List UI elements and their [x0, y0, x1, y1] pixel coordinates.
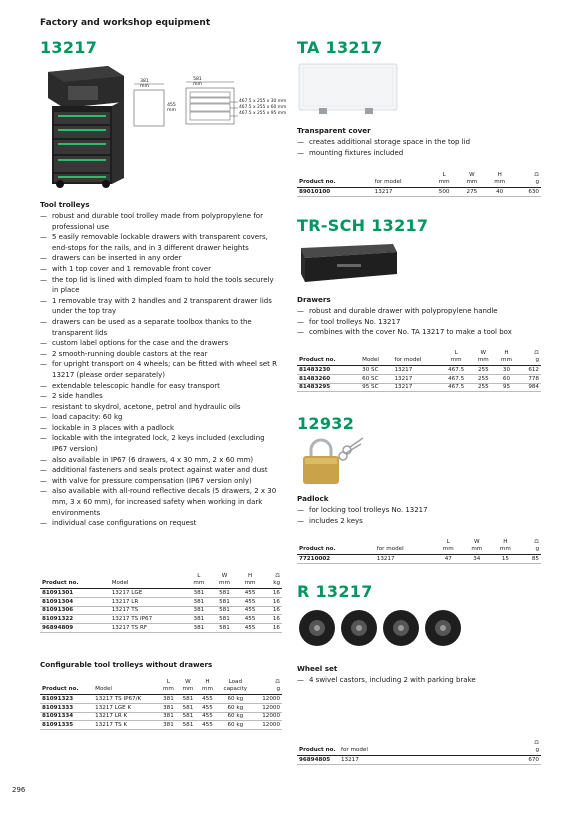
drawer-dimensions: 467.5 x 255 x 30 mm 467.5 x 255 x 60 mm 467.5 x 255 x 95 mm: [239, 99, 287, 116]
col-w: W mm: [178, 678, 198, 695]
section-title: Factory and workshop equipment: [40, 18, 211, 28]
transparent-cover-subhead: Transparent cover: [297, 126, 371, 135]
list-item: — robust and durable drawer with polypropylene handle: [297, 306, 542, 317]
list-item: — includes 2 keys: [297, 516, 542, 527]
depth-dimension: 581 mm: [193, 77, 202, 87]
transparent-cover-image: [297, 62, 401, 118]
list-item: — for upright transport on 4 wheels; can be fitted with wheel set R 13217 (please order separately): [40, 359, 278, 380]
table-row: 81483260 60 SC 13217 467.5 255 60 778: [299, 375, 539, 382]
product-title-r13217: R 13217: [297, 582, 373, 601]
table-row: 81091323 13217 TS IP67/K 381 581 455 60 kg 12000: [42, 695, 280, 702]
weight-icon: ⚖: [533, 740, 539, 746]
list-item: — 4 swivel castors, including 2 with parking brake: [297, 675, 542, 686]
table-row: 81483295 95 SC 13217 467.5 255 95 984: [299, 384, 539, 391]
col-model: Model: [110, 572, 186, 589]
list-item: — individual case configurations on request: [40, 518, 278, 529]
list-item: — creates additional storage space in the top lid: [297, 137, 542, 148]
list-item: — additional fasteners and seals protect against water and dust: [40, 465, 278, 476]
tool-trolley-image: [38, 62, 128, 190]
padlock-subhead: Padlock: [297, 494, 329, 503]
col-model: Model: [93, 678, 159, 695]
wheel-set-features: [297, 675, 542, 686]
drawer-image: [297, 240, 401, 288]
product-title-13217: 13217: [40, 38, 98, 57]
list-item: — also available in IP67 (6 drawers, 4 x 30 mm, 2 x 60 mm): [40, 455, 278, 466]
drawers-subhead: Drawers: [297, 295, 331, 304]
table-row: 81091304 13217 LR 381 581 455 16: [42, 598, 280, 605]
table-row: 81091335 13217 TS K 381 581 455 60 kg 12000: [42, 722, 280, 729]
weight-icon: ⚖: [533, 350, 539, 356]
product-title-12932: 12932: [297, 414, 355, 433]
col-w: W mm: [212, 572, 238, 589]
col-product-no: Product no.: [40, 572, 110, 589]
list-item: — with valve for pressure compensation (IP67 version only): [40, 476, 278, 487]
wheel-set-image: [297, 606, 467, 650]
height-dimension: 455 mm: [167, 103, 176, 113]
list-item: — combines with the cover No. TA 13217 to make a tool box: [297, 327, 542, 338]
wheel-set-table: Product no. for model ⚖ g 96894805 13217 670: [299, 740, 539, 763]
transparent-cover-table: Product no. for model L mm W mm H mm ⚖ g 89010100 13217 500 275 40 630: [299, 172, 539, 195]
width-dimension: 381 mm: [140, 79, 149, 89]
col-h: H mm: [237, 572, 263, 589]
col-product-no: Product no.: [40, 678, 93, 695]
weight-icon: ⚖: [274, 573, 280, 579]
page-number: 296: [12, 786, 26, 794]
list-item: — custom label options for the case and the drawers: [40, 338, 278, 349]
padlock-image: [297, 436, 369, 488]
table-row: 81091322 13217 TS IP67 381 581 455 16: [42, 616, 280, 623]
padlock-features: [297, 505, 542, 526]
list-item: — also available with all-round reflective decals (5 drawers, 2 x 30 mm, 3 x 60 mm), for increased safety when working in dark environments: [40, 486, 278, 518]
table-row: 96894805 13217 670: [299, 756, 539, 763]
table-row: 77210002 13217 47 34 15 85: [299, 555, 539, 562]
list-item: — mounting fixtures included: [297, 148, 542, 159]
padlock-table: Product no. for model L mm W mm H mm ⚖ g 77210002 13217 47 34 15 85: [299, 539, 539, 562]
tool-trolleys-subhead: Tool trolleys: [40, 200, 90, 209]
col-l: L mm: [186, 572, 212, 589]
tool-trolleys-table: [40, 572, 282, 633]
col-l: L mm: [159, 678, 179, 695]
col-weight: ⚖ g: [253, 678, 282, 695]
table-row: 81483230 30 SC 13217 467.5 255 30 612: [299, 366, 539, 373]
table-row: 81091334 13217 LR K 381 581 455 60 kg 12000: [42, 713, 280, 720]
col-weight: ⚖ kg: [263, 572, 282, 589]
weight-icon: ⚖: [533, 539, 539, 545]
configurable-trolleys-table: [40, 678, 282, 730]
list-item: — drawers can be used as a separate toolbox thanks to the transparent lids: [40, 317, 278, 338]
table-row: 81091306 13217 TS 381 581 455 16: [42, 607, 280, 614]
list-item: — 1 removable tray with 2 handles and 2 transparent drawer lids under the top tray: [40, 296, 278, 317]
table-row: 96894809 13217 TS RF 381 581 455 16: [42, 625, 280, 632]
list-item: — for locking tool trolleys No. 13217: [297, 505, 542, 516]
drawers-features: [297, 306, 542, 338]
transparent-cover-features: [297, 137, 542, 158]
table-row: 81091333 13217 LGE K 381 581 455 60 kg 12000: [42, 704, 280, 711]
wheel-set-subhead: Wheel set: [297, 664, 338, 673]
list-item: — lockable with the integrated lock, 2 keys included (excluding IP67 version): [40, 433, 278, 454]
list-item: — the top lid is lined with dimpled foam to hold the tools securely in place: [40, 275, 278, 296]
list-item: — extendable telescopic handle for easy transport: [40, 381, 278, 392]
table-row: 81091301 13217 LGE 381 581 455 16: [42, 589, 280, 596]
list-item: — lockable in 3 places with a padlock: [40, 423, 278, 434]
configurable-trolleys-subhead: Configurable tool trolleys without drawers: [40, 660, 213, 669]
list-item: — drawers can be inserted in any order: [40, 253, 278, 264]
product-title-trsch13217: TR-SCH 13217: [297, 216, 429, 235]
list-item: — 2 side handles: [40, 391, 278, 402]
list-item: — 5 easily removable lockable drawers with transparent covers, end-stops for the rails, and in 3 different drawer heights: [40, 232, 278, 253]
col-load: Load capacity: [217, 678, 253, 695]
table-row: 89010100 13217 500 275 40 630: [299, 188, 539, 195]
tool-trolleys-features: [40, 211, 278, 529]
list-item: — with 1 top cover and 1 removable front cover: [40, 264, 278, 275]
weight-icon: ⚖: [533, 172, 539, 178]
col-h: H mm: [198, 678, 218, 695]
list-item: — resistant to skydrol, acetone, petrol and hydraulic oils: [40, 402, 278, 413]
product-title-ta13217: TA 13217: [297, 38, 383, 57]
list-item: — load capacity: 60 kg: [40, 412, 278, 423]
list-item: — for tool trolleys No. 13217: [297, 317, 542, 328]
list-item: — robust and durable tool trolley made from polypropylene for professional use: [40, 211, 278, 232]
drawers-table: Product no. Model for model L mm W mm H mm ⚖ g 81483230 30 SC 13217 467.5 255 30 612 81483260 60 SC 13217 467.5 255 60 778 81483295 95 SC 13217 467.5 255 95 984: [299, 350, 539, 391]
weight-icon: ⚖: [274, 679, 280, 685]
list-item: — 2 smooth-running double castors at the rear: [40, 349, 278, 360]
